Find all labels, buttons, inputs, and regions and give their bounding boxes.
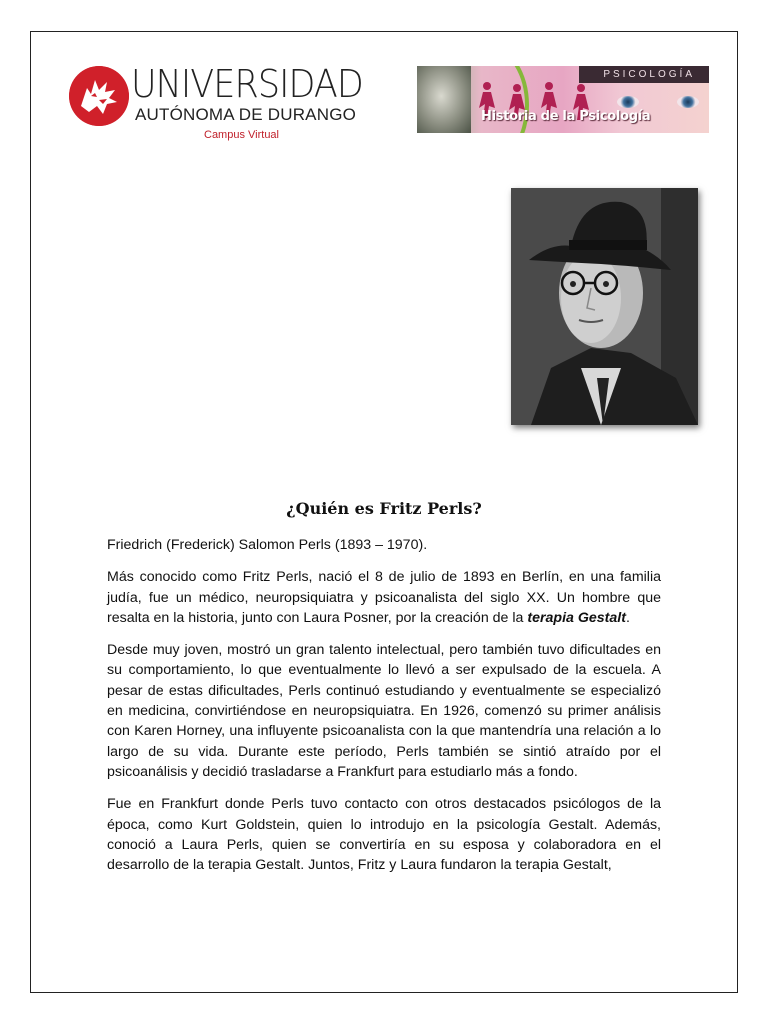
paragraph-end: . <box>625 609 630 626</box>
banner-title: Historia de la Psicología <box>481 109 651 124</box>
wolf-emblem-icon <box>69 66 129 126</box>
university-name: UNIVERSIDAD <box>131 62 363 106</box>
paragraph: Friedrich (Frederick) Salomon Perls (1893 – 1970). <box>107 537 428 553</box>
emphasis-text: terapia Gestalt <box>527 609 626 626</box>
document-page <box>30 31 738 993</box>
paragraph: Fue en Frankfurt donde Perls tuvo contacto con otros destacados psicólogos de la época, como Kurt Goldstein, quien lo introdujo en la psicología Gestalt. Además, conoció a Laura Perls, quien se convertiría en su esposa y colaboradora en el desarrollo de la terapia Gestalt. Juntos, Fritz y Laura fundaron la terapia Gestalt, <box>107 796 661 874</box>
history-banner <box>417 66 709 133</box>
article-body <box>107 535 661 887</box>
paragraph: Desde muy joven, mostró un gran talento intelectual, pero también tuvo dificultades en su comportamiento, lo que eventualmente lo llevó a ser expulsado de la escuela. A pesar de estas dificultades, Perls continuó estudiando y eventualmente se especializó en medicina, convirtiéndose en neuropsiquiatra. En 1926, comenzó su primer análisis con Karen Horney, una influyente psicoanalista con la que mantendría una relación a lo largo de su vida. Durante este período, Perls también se sintió atraído por el psicoanálisis y decidió trasladarse a Frankfurt para estudiarlo más a fondo. <box>107 642 661 780</box>
category-label: PSICOLOGÍA <box>603 69 695 80</box>
campus-label: Campus Virtual <box>204 129 279 141</box>
article-title: ¿Quién es Fritz Perls? <box>286 499 482 518</box>
paragraph <box>107 567 661 628</box>
university-subname: AUTÓNOMA DE DURANGO <box>135 105 357 124</box>
portrait-photo <box>511 188 698 425</box>
university-logo <box>69 64 369 146</box>
eye-image <box>617 96 639 108</box>
eye-image <box>677 96 699 108</box>
paragraph-text: Más conocido como Fritz Perls, nació el 8 de julio de 1893 en Berlín, en una familia judía, fue un médico, neuropsiquiatra y psicoanalista del siglo XX. Un hombre que resalta en la historia, junto con Laura Posner, por la creación de la <box>107 569 661 626</box>
